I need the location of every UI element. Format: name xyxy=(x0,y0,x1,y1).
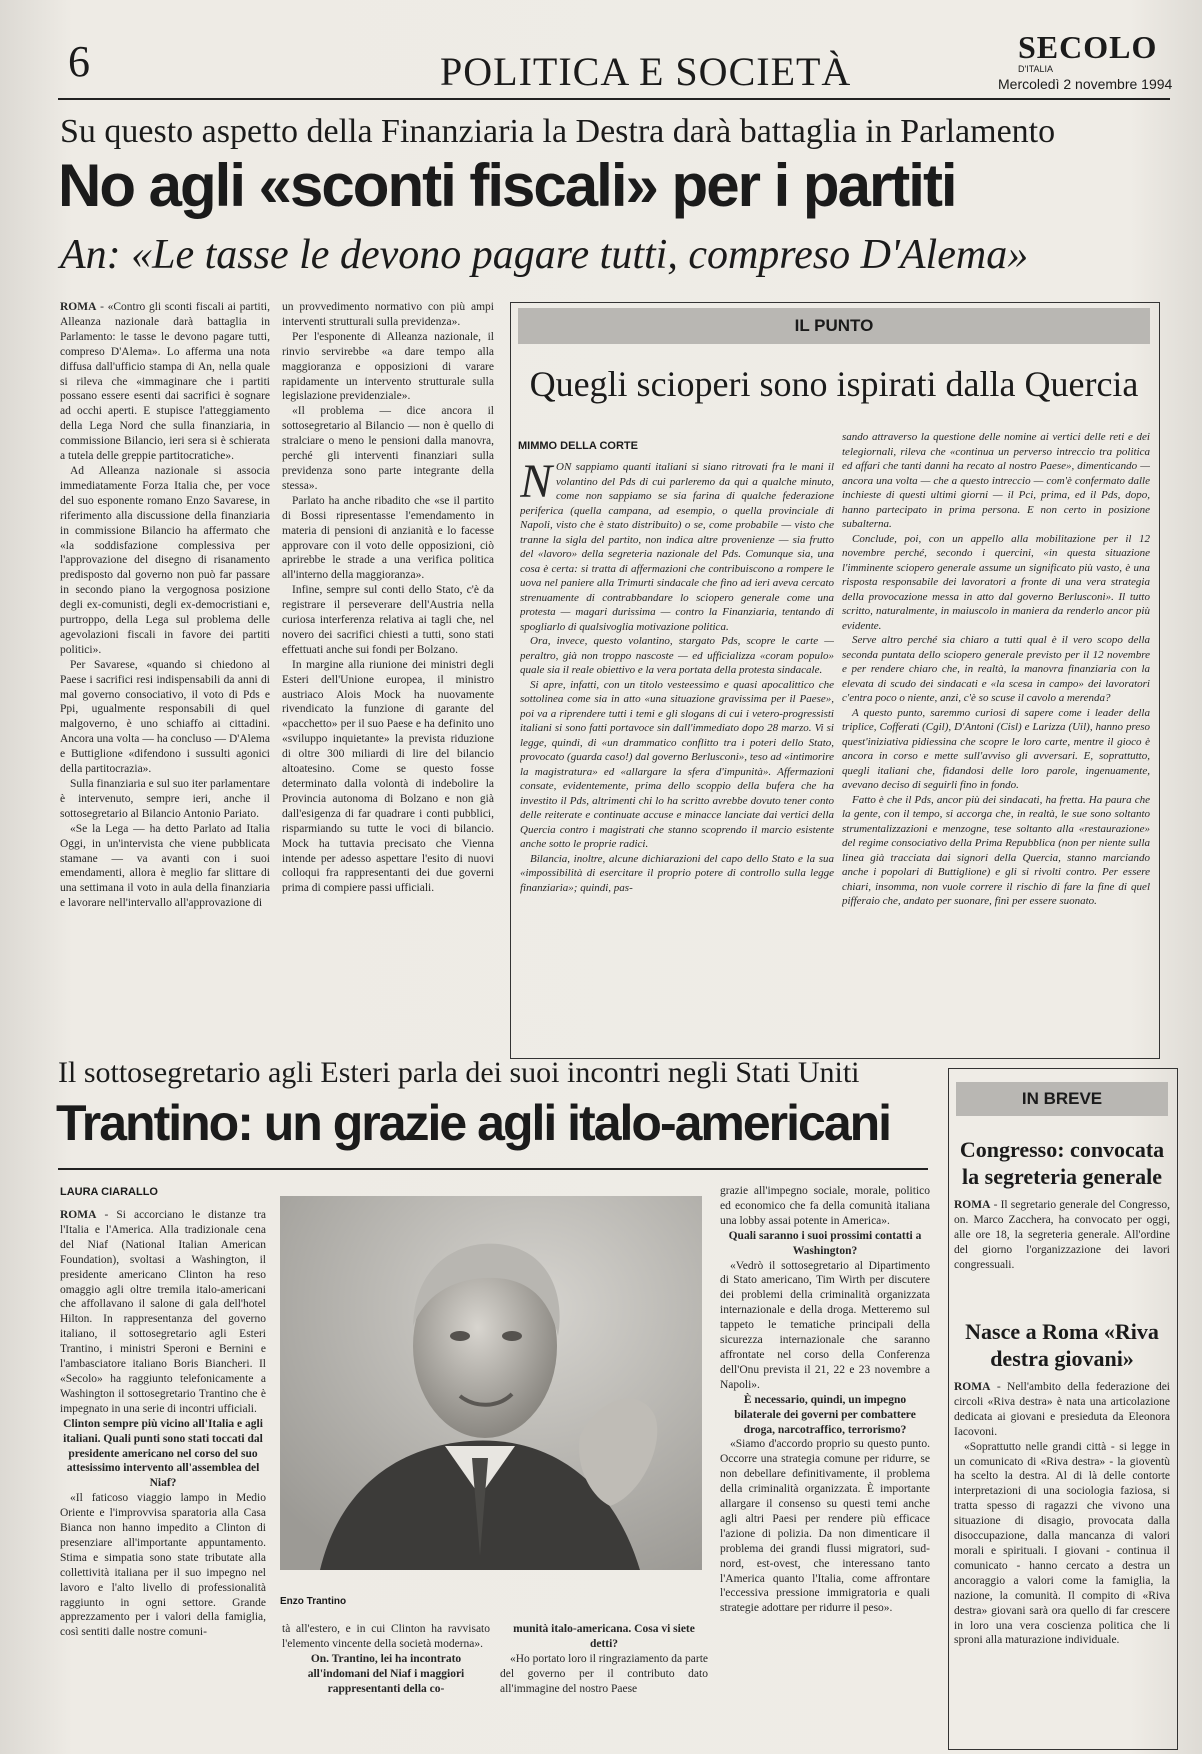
article2-paragraph: ROMA - Si accorciano le distanze tra l'Italia e l'America. Alla tradizionale cena del Niaf (National Italian American Foundation), svoltasi a Washington, il presidente americano Clinton ha reso omaggio agli oltre tremila italo-americani che affollavano il salone di gala dell'hotel Hilton. In rappresentanza del governo italiano, il sottosegretario agli Esteri Trantino, i ministri Speroni e Bernini e l'ambasciatore italiano Boris Biancheri. Il «Secolo» ha raggiunto telefonicamente a Washington il sottosegretario Trantino che è impegnato in una serie di incontri ufficiali. xyxy=(60,1209,266,1415)
interview-question: Quali saranno i suoi prossimi contatti a Washington? xyxy=(728,1229,922,1257)
il-punto-byline: MIMMO DELLA CORTE xyxy=(518,440,638,452)
interview-question: munità italo-americana. Cosa vi siete detti? xyxy=(513,1623,695,1650)
il-punto-column-1 xyxy=(520,460,834,1050)
il-punto-paragraph: Si apre, infatti, con un titolo vesteessimo e quasi apocalittico che sottolinea come sia in atto «una situazione gravissima per il Paese», poi va a riprendere tutti i temi e gli slogans di cui i vetero-progressisti italiani si sono fatti portavoce sin dall'immediato dopo 28 marzo. Vi si legge, quindi, di «un drammatico conflitto tra i poteri dello Stato, provocato (guarda caso!) dal governo Berlusconi», teso ad «intimorire la magistratura» ed «allargare la sfera d'impunità». Affermazioni consate, evidentemente, prima dello scoppio della bufera che ha investito il Pds, altrimenti chi lo ha scritto avrebbe dovuto tener conto delle reiterate e continuate accuse e minacce lanciate dai vertici della Quercia contro i magistrati che stanno scoprendo il marcio esistente anche sotto le proprie radici. xyxy=(520,678,834,850)
article2-paragraph: tà all'estero, e in cui Clinton ha ravvisato l'elemento vincente della società moderna». xyxy=(282,1623,490,1650)
article1-paragraph: Per l'esponente di Alleanza nazionale, il rinvio servirebbe «a dare tempo alla maggioranza e opposizioni di varare rapidamente un intervento strutturale sulla legislazione previdenziale». xyxy=(282,330,494,403)
article1-paragraph: un provvedimento normativo con più ampi interventi strutturali sulla previdenza». xyxy=(282,301,494,328)
photo-caption: Enzo Trantino xyxy=(280,1596,347,1607)
article1-paragraph: «Il problema — dice ancora il sottosegretario al Bilancio — non è quello di stralciare o meno le pensioni dalla manovra, perché gli interventi finanziari sulla previdenza sono parte integrante della stessa». xyxy=(282,405,494,492)
il-punto-tag: IL PUNTO xyxy=(518,308,1150,344)
article1-paragraph: Sulla finanziaria e sul suo iter parlamentare è intervenuto, sempre ieri, anche il sottosegretario al Bilancio Antonio Pariato. xyxy=(60,778,270,820)
article1-column-2 xyxy=(282,300,494,1060)
in-breve-tag: IN BREVE xyxy=(956,1082,1168,1116)
article2-paragraph: «Siamo d'accordo proprio su questo punto. Occorre una strategia comune per ridurre, se non debellare definitivamente, il problema della criminalità organizzata. È importante allargare il consenso su questi temi anche agli altri Paesi per rendere più efficace l'azione di polizia. Da non dimenticare il problema dei grandi flussi migratori, sud-nord, est-ovest, che interessano tanto l'America quanto l'Italia, come affrontare l'eccessiva pressione immigratoria e quali strategie adottare per ridurre il peso». xyxy=(720,1438,930,1615)
in-breve-item1-title: Congresso: convocata la segreteria generale xyxy=(959,1137,1165,1189)
il-punto-paragraph: Bilancia, inoltre, alcune dichiarazioni del capo dello Stato e la sua «impossibilità di esercitare il proprio potere di controllo sulla legge finanziaria»; quindi, pas- xyxy=(520,852,834,894)
il-punto-paragraph: NON sappiamo quanti italiani si siano ritrovati fra le mani il volantino del Pds di cui parleremo da qui a qualche minuto, come non sappiamo se sia farina di qualche federazione periferica (quella campana, ad esempio, o quella provinciale di Napoli, visto che è stato distribuito) o se, come probabile — visto che tranne la sigla del partito, non indica altre provenienze — sia frutto del «lavoro» della segreteria nazionale del Pds. Comunque sia, una cosa è certa: si tratta di affermazioni che contribuiscono a rompere le uova nel paniere alla Trimurti sindacale che fino ad ieri aveva cercato strenuamente di contrabbandare lo sciopero generale come una protesta — magari durissima — contro la Finanziaria, tentando di spogliarlo di qualsivoglia motivazione politica. xyxy=(520,460,834,633)
article2-byline: LAURA CIARALLO xyxy=(60,1186,158,1198)
article1-deck: An: «Le tasse le devono pagare tutti, compreso D'Alema» xyxy=(60,232,1029,278)
article1-paragraph: In margine alla riunione dei ministri degli Esteri dell'Unione europea, il ministro austriaco Alois Mock ha nuovamente rivendicato la funzione di garante del «pacchetto» per il suo Paese e ha definito uno «sviluppo inquietante» la prevista riduzione di oltre 300 miliardi di lire del bilancio altoatesino. Come se questo fosse determinato dalla volontà di indebolire la Provincia autonoma di Bolzano e non già dall'esigenza di far quadrare i conti pubblici, risparmiando su tutte le voci di bilancio. Mock ha tuttavia precisato che Vienna intende per adesso aspettare l'esito di nuovi colloqui fra rappresentanti dei due governi prima di compiere passi ufficiali. xyxy=(282,658,494,895)
article2-kicker: Il sottosegretario agli Esteri parla dei suoi incontri negli Stati Uniti xyxy=(58,1056,860,1089)
in-breve-item1-text: ROMA - Il segretario generale del Congresso, on. Marco Zacchera, ha convocato per oggi, alle ore 18, la segreteria generale. All'ordine del giorno l'organizzazione dei lavori congressuali. xyxy=(954,1199,1170,1271)
masthead-logo: SECOLO xyxy=(1018,29,1158,65)
article1-kicker: Su questo aspetto della Finanziaria la Destra darà battaglia in Parlamento xyxy=(60,113,1056,150)
il-punto-paragraph: Conclude, poi, con un appello alla mobilitazione per il 12 novembre perché, secondo i quercini, «in questa situazione l'imminente sciopero generale assume un significato più vasto, è una risposta responsabile dei lavoratori a fronte di una vera strategia della provocazione messa in atto dal governo Berlusconi». Il tutto scritto, naturalmente, in maiuscolo in maniera da renderlo ancor più evidente. xyxy=(842,532,1150,632)
il-punto-paragraph: sando attraverso la questione delle nomine ai vertici delle reti e dei telegiornali, rileva che «continua un perverso intreccio tra politica ed affari che tanti danni ha recato al nostro Paese», dimenticando — ancora una volta — che a questo intreccio — com'è confermato dalle inchieste di questi ultimi giorni — il Pci, prima, ed il Pds, dopo, hanno partecipato in prima persona. E non certo in posizione subalterna. xyxy=(842,431,1150,530)
masthead-logo-sub: D'ITALIA xyxy=(1018,64,1054,74)
article2-column-1 xyxy=(60,1208,266,1748)
article2-dateline: ROMA xyxy=(60,1209,97,1221)
in-breve-item2-text: ROMA - Nell'ambito della federazione dei circoli «Riva destra» è nata una articolazione dedicata ai giovani e presieduta da Eleonora Iacovoni. «Soprattutto nelle grandi città - si legge in un comunicato di «Riva destra» - la gioventù ha scelto la destra. Al di là delle contorte interpretazioni di una sociologia faziosa, si tratta spesso di ragazzi che vivono una situazione di disagio, provocata dalla disoccupazione, dalla mancanza di valori morali e spirituali. I giovani - continua il comunicato - hanno cercato a destra un ancoraggio a valori come la famiglia, la nazione, la comunità. Il compito di «Riva destra» giovani sarà ora quello di far crescere in loro una vera coscienza politica che li sproni alla maturazione individuale. xyxy=(954,1381,1170,1647)
article1-dateline: ROMA xyxy=(60,301,97,313)
page-number: 6 xyxy=(68,37,90,86)
article2-column-2 xyxy=(282,1622,490,1748)
article2-headline: Trantino: un grazie agli italo-americani xyxy=(56,1095,891,1151)
article2-paragraph: «Il faticoso viaggio lampo in Medio Oriente e l'improvvisa sparatoria alla Casa Bianca non hanno impedito a Clinton di presenziare all'importante appuntamento. Stima e simpatia sono state tributate alla collettività italiana per il suo impegno nel lavoro e l'alto livello di professionalità raggiunto in ogni settore. Grande apprezzamento per i valori della famiglia, così sentiti dalle nostre comuni- xyxy=(60,1492,266,1639)
issue-date: Mercoledì 2 novembre 1994 xyxy=(998,76,1173,92)
il-punto-paragraph: Ora, invece, questo volantino, stargato Pds, scopre le carte — peraltro, già non troppo nascoste — ed ufficializza «coram populo» quale sia il reale obiettivo e la vera portata della protesta sindacale. xyxy=(520,635,834,676)
il-punto-paragraph: Serve altro perché sia chiaro a tutti qual è il vero scopo della seconda puntata dello sciopero generale previsto per il 12 novembre e per rendere chiaro che, in realtà, la manovra finanziaria con la elevata di scudo dei sindacati e «la scesa in campo» dei lavoratori c'entra poco o niente, anzi, c'è so scuse il cavolo a merenda? xyxy=(842,634,1150,704)
article1-paragraph: Infine, sempre sul conti dello Stato, c'è da registrare il perseverare dell'Austria nella curiosa interferenza relativa ai tagli che, nel novero dei sacrifici chiesti a tutti, sono stati effettuati anche sui fondi per Bolzano. xyxy=(282,584,494,656)
article2-paragraph: grazie all'impegno sociale, morale, politico ed economico che fa della comunità italiana una lobby assai potente in America». xyxy=(720,1185,930,1227)
article1-paragraph: Per Savarese, «quando si chiedono al Paese i sacrifici resi indispensabili da anni di mal governo consociativo, il voto di Pds e Ppi, ugualmente responsabili di quel malgoverno, è uno schiaffo ai cittadini. Ancora una volta — ha concluso — D'Alema e Buttiglione «difendono i sussulti agonici della partitocrazia». xyxy=(60,658,270,776)
article1-paragraph: Ad Alleanza nazionale si associa immediatamente Forza Italia che, per voce del suo esponente romano Enzo Savarese, in riferimento alla discussione della finanziaria in commissione Bilancio ha affermato che «la soddisfazione complessiva per l'approvazione del disegno di risanamento predisposto dal governo non può far passare in secondo piano la vergognosa posizione degli ex-comunisti, degli ex-democristiani e, purtroppo, della Lega sul problema delle agevolazioni fiscali in favore dei partiti politici». xyxy=(60,464,270,656)
dropcap: N xyxy=(520,460,553,508)
article1-column-1 xyxy=(60,300,270,1060)
interview-question: On. Trantino, lei ha incontrato all'indomani del Niaf i maggiori rappresentanti della co- xyxy=(307,1652,465,1695)
article2-column-3 xyxy=(500,1622,708,1748)
top-rule xyxy=(58,98,1170,100)
article2-rule xyxy=(58,1168,928,1170)
il-punto-headline: Quegli scioperi sono ispirati dalla Quercia xyxy=(529,364,1139,404)
article2-paragraph: «Vedrò il sottosegretario al Dipartimento di Stato americano, Tim Wirth per discutere dei problemi della criminalità organizzata internazionale e della droga. Metteremo sul tappeto le tematiche principali della sicurezza internazionale che saranno affrontate nel corso della Conferenza dell'Onu prevista il 21, 22 e 23 novembre a Napoli». xyxy=(720,1259,930,1391)
interview-question: È necessario, quindi, un impegno bilaterale dei governi per combattere droga, narcotraffico, terrorismo? xyxy=(734,1393,916,1436)
il-punto-column-2 xyxy=(842,430,1150,1050)
interview-question: Clinton sempre più vicino all'Italia e agli italiani. Quali punti sono stati toccati dal presidente americano nel corso del suo attesissimo intervento all'assemblea del Niaf? xyxy=(63,1417,263,1490)
il-punto-paragraph: A questo punto, saremmo curiosi di sapere come i leader della triplice, Cofferati (Cgil), D'Antoni (Cisl) e Larizza (Uil), hanno preso quest'iniziativa pidiessina che scopre le loro carte, mentre il gioco è ancora in corso e mette sull'avviso gli avversari. E, soprattutto, quegli italiani che, fidandosi delle loro parole, ingenuamente, avevano deciso di seguirli fino in fondo. xyxy=(842,706,1150,791)
photo-enzo-trantino xyxy=(280,1196,702,1570)
in-breve-item2-title: Nasce a Roma «Riva destra giovani» xyxy=(965,1319,1159,1371)
section-title: POLITICA E SOCIETÀ xyxy=(440,49,852,94)
article2-paragraph: «Ho portato loro il ringraziamento da parte del governo per il contributo dato all'immagine del nostro Paese xyxy=(500,1652,708,1695)
article1-paragraph: ROMA - «Contro gli sconti fiscali ai partiti, Alleanza nazionale darà battaglia in Parlamento: le tasse le devono pagare tutti, compreso D'Alema». Lo afferma una nota diffusa dall'ufficio stampa di An, nella quale si rileva che «immaginare che i partiti possano essere esenti dai sacrifici è sognare ad occhi aperti. E stupisce l'atteggiamento della Lega Nord che sulla finanziaria, in commissione Bilancio, ieri sera si è schierata a tutela delle greppie partitocratiche». xyxy=(60,301,270,463)
article1-paragraph: Parlato ha anche ribadito che «se il partito di Bossi ripresentasse l'emendamento in materia di pensioni di anzianità e lo facesse approvare con il voto delle opposizioni, ciò aprirebbe le strade a una verifica politica all'interno della maggioranza». xyxy=(282,494,494,582)
il-punto-paragraph: Fatto è che il Pds, ancor più dei sindacati, ha fretta. Ha paura che la gente, con il tempo, si accorga che, in realtà, le sue sono soltanto strumentalizzazioni e menzogne, tese soltanto alla «restaurazione» del regime consociativo della Prima Repubblica (non per niente sulla linea già tracciata dai signori della Quercia, stanno marciando anche i popolari di Buttiglione) e gli si rivolti contro. Per essere chiari, insomma, non vuole correre il rischio di fare la fine di quel pifferaio che, andato per suonare, finì per essere suonato. xyxy=(842,793,1150,907)
article2-column-4 xyxy=(720,1184,930,1748)
article1-headline: No agli «sconti fiscali» per i partiti xyxy=(58,152,956,219)
portrait-illustration xyxy=(280,1196,702,1570)
article1-paragraph: «Se la Lega — ha detto Parlato ad Italia Oggi, in un'intervista che viene pubblicata stamane — va avanti con i suoi emendamenti, allora è meglio far slittare di una settimana il voto in aula della finanziaria e lavorare nell'intervallo all'approvazione di xyxy=(60,822,270,910)
